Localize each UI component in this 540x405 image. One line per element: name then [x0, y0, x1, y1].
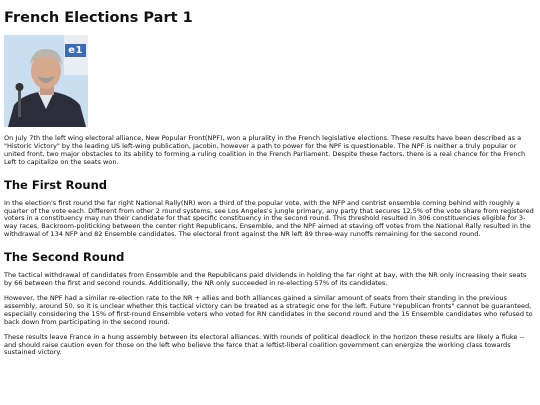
- second-round-paragraph-1: The tactical withdrawal of candidates from Ensemble and the Republicans paid dividends in holding the far right at bay, with the NR only increasing their seats by 66 between the first and second rounds. Additionally, the NR only succeeded in re-electing 57% of its candidates.: [4, 271, 527, 288]
- section-heading-second-round: The Second Round: [4, 250, 125, 265]
- section-heading-first-round: The First Round: [4, 177, 108, 192]
- portrait-photo: [4, 35, 88, 127]
- second-round-paragraph-2: However, the NPF had a similar re-election rate to the NR + allies and both alliances gained a similar amount of seats from their standing in the previous assembly, around 50, so it is unclear whether this tactical victory can be treated as a strategic one for the left. Future "republican fronts" cannot be guaranteed, especially considering the 15% of first-round Ensemble voters who voted for RN candidates in the second round and the 15 Ensemble candidates who refused to back down from participating in the second round.: [4, 293, 533, 326]
- intro-paragraph: On July 7th the left wing electoral alliance, New Popular Front(NPF), won a plurality in the French legislative elections. These results have been described as a "Historic Victory" by the leading US left-wing publication, Jacobin, however a path to power for the NPF is questionable. The NPF is neither a truly popular or united front, two major obstacles to its ability to forming a ruling coalition in the French Parliament. Despite these factors, there is a real chance for the French Left to capitalize on the seats won.: [4, 134, 526, 166]
- first-round-paragraph: In the election's first round the far right National Rally(NR) won a third of the popular vote, with the NFP and centrist ensemble coming behind with roughly a quarter of the vote each. Different from other 2 round systems, see Los Angeles's jungle primary, any party that secures 12.5% of the vote share from registered voters in a constituency may run their candidate for that specific constituency in the second round. This threshold resulted in 306 constituencies eligible for 3-way races. Backroom-politicking between the center right Republicans, Ensemble, and the NPF aimed at staving off votes from the National Rally resulted in the withdrawal of 134 NFP and 82 Ensemble candidates. The electoral front against the NR left 89 three-way runoffs remaining for the second round.: [4, 198, 534, 239]
- second-round-paragraph-3: These results leave France in a hung assembly between its electoral alliances. With rounds of political deadlock in the horizon these results are likely a fluke -- and should raise caution even for those on the left who believe the farce that a leftist-liberal coalition government can energize the working class towards sustained victory.: [4, 332, 525, 357]
- channel-logo: e1: [65, 44, 86, 57]
- page-title: French Elections Part 1: [4, 10, 193, 26]
